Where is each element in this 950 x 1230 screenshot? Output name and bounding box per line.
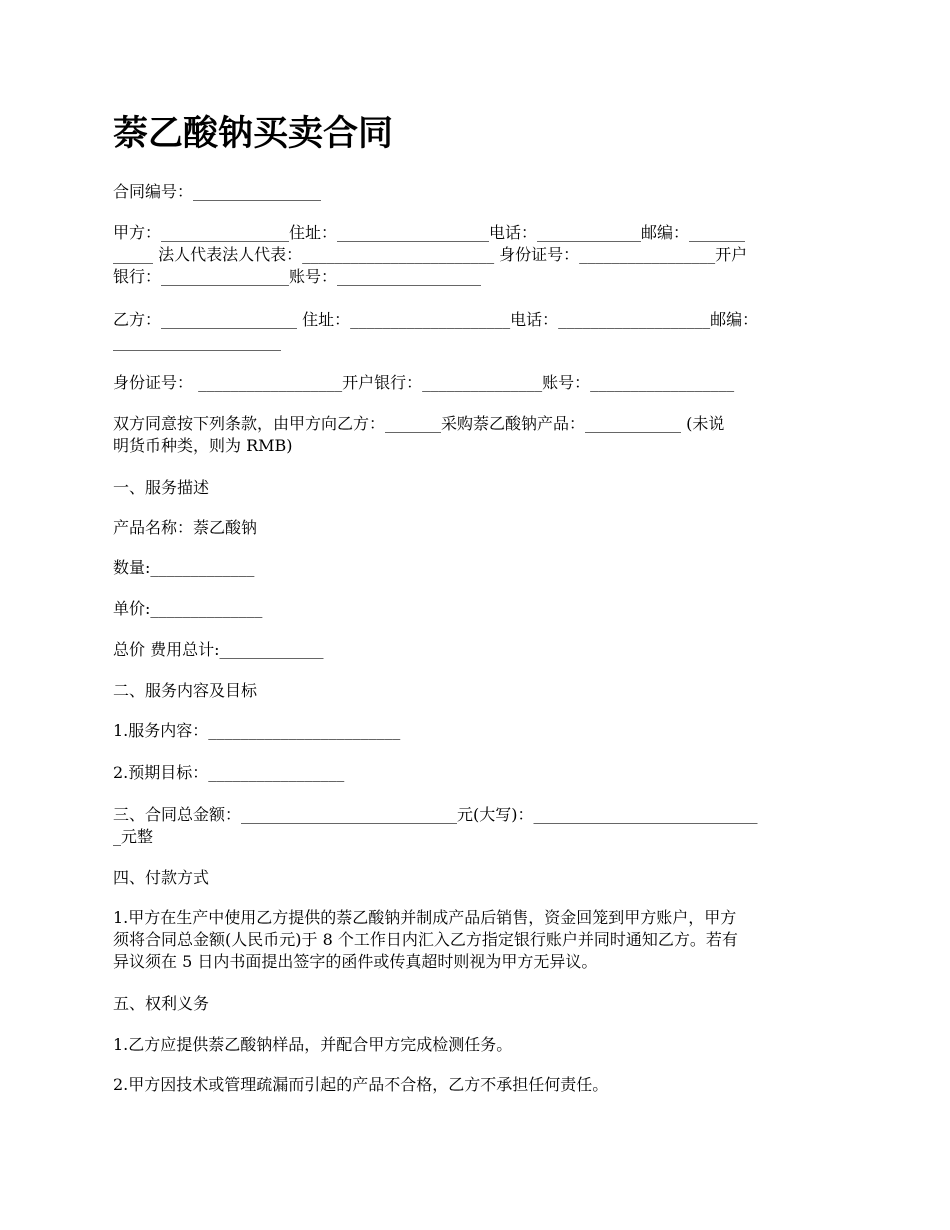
section-3-line-2: _元整 <box>113 827 154 846</box>
party-a-line-3: 银行：________________账号：__________________ <box>113 267 482 286</box>
expected-goal: 2.预期目标：_________________ <box>113 763 345 782</box>
quantity: 数量:_____________ <box>113 558 255 577</box>
section-5-heading: 五、权利义务 <box>113 994 210 1013</box>
contract-number: 合同编号：________________ <box>113 182 322 201</box>
section-1-heading: 一、服务描述 <box>113 478 210 497</box>
total-price: 总价 费用总计:_____________ <box>113 640 324 659</box>
party-b-line-2: _____________________ <box>113 332 281 351</box>
service-content: 1.服务内容：________________________ <box>113 721 401 740</box>
payment-line-3: 异议须在 5 日内书面提出签字的函件或传真超时则视为甲方无异议。 <box>113 952 598 971</box>
unit-price: 单价:______________ <box>113 599 263 618</box>
duty-2: 2.甲方因技术或管理疏漏而引起的产品不合格，乙方不承担任何责任。 <box>113 1075 609 1094</box>
agreement-line-2: 明货币种类，则为 RMB) <box>113 436 293 455</box>
party-a-line-1: 甲方：________________住址：___________________电话：_____________邮编：_______ <box>113 223 746 242</box>
party-a-line-2: _____ 法人代表法人代表：________________________ 身份证号：_________________开户 <box>113 245 748 264</box>
party-b-line-1: 乙方：_________________ 住址：____________________电话：___________________邮编： <box>113 310 759 329</box>
product-name: 产品名称：萘乙酸钠 <box>113 518 258 537</box>
document-title: 萘乙酸钠买卖合同 <box>113 114 394 154</box>
agreement-line-1: 双方同意按下列条款，由甲方向乙方：_______采购萘乙酸钠产品：____________ (未说 <box>113 414 725 433</box>
section-3-line-1: 三、合同总金额：___________________________元(大写)：____________________________ <box>113 805 758 824</box>
party-b-id-bank: 身份证号： __________________开户银行：_______________账号：__________________ <box>113 373 735 392</box>
section-4-heading: 四、付款方式 <box>113 868 210 887</box>
payment-line-1: 1.甲方在生产中使用乙方提供的萘乙酸钠并制成产品后销售，资金回笼到甲方账户，甲方 <box>113 908 737 927</box>
duty-1: 1.乙方应提供萘乙酸钠样品，并配合甲方完成检测任务。 <box>113 1035 513 1054</box>
payment-line-2: 须将合同总金额(人民币元)于 8 个工作日内汇入乙方指定银行账户并同时通知乙方。若有 <box>113 930 738 949</box>
section-2-heading: 二、服务内容及目标 <box>113 681 258 700</box>
